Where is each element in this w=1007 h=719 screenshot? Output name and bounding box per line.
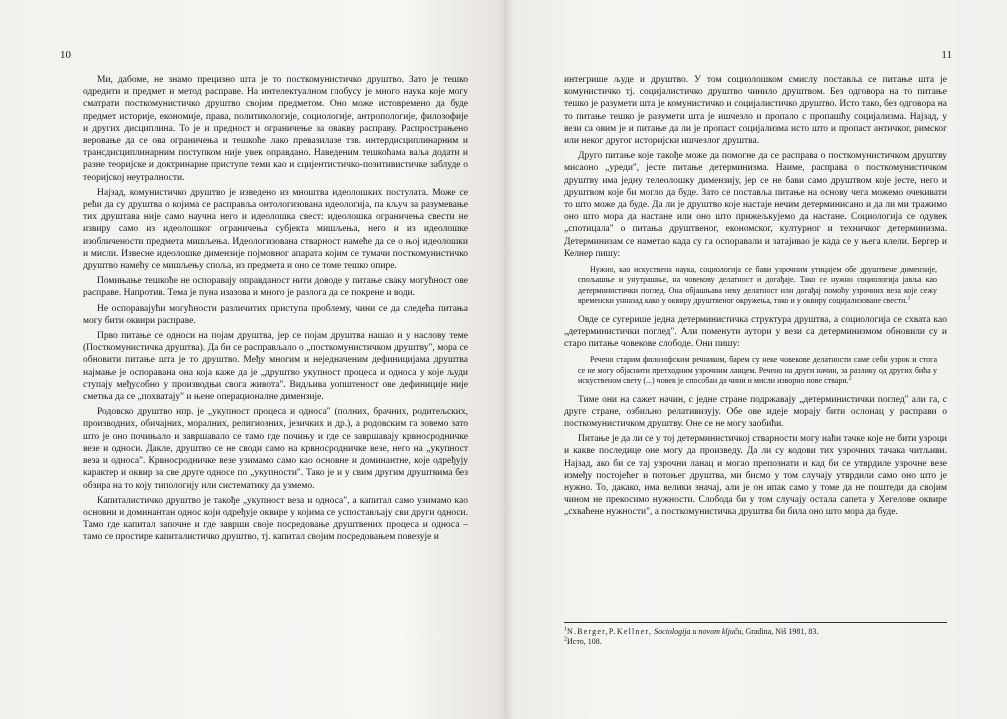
- quote-text: Нужно, као искуствена наука, социологија се бави узрочним утицајем обе друштвене димензије, спољашње и унутрашње, на човекову делатност и догађаје. Тако се нужно социологија јавља као детерминистички поглед. Она објашњава неку делатност или догађај помоћу узрочних веза које сежу временски унназад како у оквиру друштвеног окружења, тако и у оквиру социјализоване свести.$^1$: [578, 265, 937, 306]
- paragraph: Ми, дабоме, не знамо прецизно шта је то посткомунистичко друштво. Зато је тешко одредити и предмет и метод расправе. На интелектуалном глобусу је много наука које могу сматрати посткомунистичко друштво својим предметом. Оно може истовремено да буде предмет историје, економије, права, политикологије, социологије, антропологије, филозофије и других дисциплина. То је и предност и ограничење за овакву расправу. Распрострањено веровање да се ова ограничења и тешкоће лако превазилазе тзв. интердисциплинарним и трансдисциплинарним поступком није увек оправдано. Наведеним тешкоћама ваља додати и разне теоријске и доктринарне приступе теми као и сцијентистичко-позитивистичке заблуде о теоријској неутралности.: [83, 75, 468, 183]
- paragraph: Не оспоравајући могућности различитих приступа проблему, чини се да следећа питања могу бити оквири расправе.: [83, 303, 468, 326]
- footnote-ref: 1: [907, 295, 911, 302]
- footnote-ref: 2: [848, 375, 852, 382]
- paragraph: Питање је да ли се у тој детерминистичкој стварности могу наћи тачке које не бити узроци и какве последице оне могу да произведу. Да ли су кодови тих узрочних тачака читљиви. Најзад, ако би се тај узрочни ланац и могао препознати и кад би се утврдиле узрочне везе између постојећег и потоњег друштва, ми бисмо у том случају утврдили само оно што је нужно. То, дакако, има велики значај, али је он ипак само у томе да не поштеди да својим чином не прекосимо нужности. Слобода би у том случају остала сапета у Хегелове оквире „схваћене нужности", а посткомунистичка друштва би била оно што мора да буде.: [564, 434, 947, 518]
- footnotes: [564, 622, 947, 647]
- paragraph: Најзад, комунистичко друштво је изведено из мноштва идеолошких постулата. Може се рећи да су друштва о којима се расправља онтологизована идеологија, па кључ за разумевање тих друштава није само научна него и идеолошка свест: идеолошка ограничења свести не извиру само из идеолошког ограничења субјекта мишљења, него и из идеолошке изобличености предмета мишљења. Идеологизована стварност намеће да се о њој идеолошки и мисли. Извесне идеолошке димензије појмовног апарата којим се тумачи посткомунистичко друштво намећу се мишљењу споља, из предмета и оно се томе тешко опире.: [83, 187, 468, 272]
- page-number-right: 11: [941, 49, 952, 61]
- paragraph: Помињање тешкоће не оспоравају оправданост нити доводе у питање сваку могућност ове расправе. Напротив. Тема је пуна изазова и много је разлога да се покрене и води.: [83, 276, 468, 299]
- block-quote: [578, 355, 937, 386]
- paragraph: Прво питање се односи на појам друштва, јер се појам друштва нашао и у наслову теме (Посткомунистичка друштва). Да би се расправљало о „посткомунистичком друштву", мора се обновити питање шта је то друштво. Међу многим и неједначеним дефиницијама друштва најмање је оспоравана она која каже да је „друштво укупност процеса и односа у које људи ступају међусобно у производњи свога живота". Видљива уопштеност ове дефиниције није сметња да се „похватају" и њене операционалне димензије.: [83, 331, 468, 403]
- page-number-left: 10: [60, 49, 71, 61]
- paragraph: интегрише људе и друштво. У том социолошком смислу постављa се питање шта је комунистичко тј. социјалистичко друштво чинило друштвом. Без одговора на то питање тешко је разумети шта је комунистичко и социјалистичко друштво. Исто тако, без одговора на то питање тешко је разумети шта је ишчезло и пропало с пропашћу социјализма. Најзад, у вези са овим је и питање да ли је пропаст социјализма исто што и пропаст античког, римског или неког другог историјски ишчезлог друштва.: [564, 75, 947, 147]
- paragraph: Тиме они на сажет начин, с једне стране подржавају „детерминистички поглед" али га, с друге стране, озбиљно релативизују. Обе ове идеје морају бити ослонац у расправи о посткомунистичком друштву. Оне се не могу заобићи.: [564, 394, 947, 429]
- left-page-body: [83, 74, 468, 547]
- left-page: [0, 0, 503, 719]
- paragraph: Капиталистичко друштво је такође „укупност веза и односа", а капитал само узимамо као основни и доминантан однос који одређује оквире у којима се успостављају сви други односи. Тамо где капитал започне и где заврши своје посредовање друштвених процеса и односа – тамо се простире капиталистичко друштво, тј. капитал својим посредовањем повезује и: [83, 495, 468, 543]
- paragraph: Овде се сугерише једна детерминистичка структура друштва, а социологија се схвата као „детерминистички поглед". Али поменути аутори у вези са детерминизмом обновили су и старо питање човекове слободе. Они пишу:: [564, 314, 947, 350]
- quote-text: Речено старим филозофским речником, барем су неке човекове делатности саме себи узрок и стога се не могу објаснити претходним узрочним ланцем. Речено на други начин, за разлику од других бића у искуственом свету (...) човек је способан да чини и мисли изворно нове ствари.$^2$: [578, 355, 937, 386]
- block-quote: [578, 265, 937, 307]
- paragraph: Друго питање које такође може да помогне да се расправа о посткомунистичком друштву мисаоно „уреди", јесте питање детерминизма. Наиме, расправа о посткомунистичком друштву има једну телеолошку димензију, јер се не бави само друштвом које јесте, него и друштвом које би могло да буде. Зато се поставља питање на основу чега можемо очекивати то што може да буде. Да ли је друштво које настаје нечим детерминисано и да ли ми тражимо оно што мора да настане или оно што прижељкујемо да настане. Социологија се одувек „спотицала" о питања друштвеног, економског, културног и техничког детерминизма. Детерминизам се наметао када су га оспоравали и затајивао је када се у њега клели. Бергер и Келнер пишу:: [564, 151, 947, 259]
- right-page-body: [564, 74, 947, 522]
- right-page: [504, 0, 1007, 719]
- paragraph: Родовско друштво нпр. је „укупност процеса и односа" (полних, брачних, родитељских, производних, обичајних, моралних, религиозних, језичких и др.), а родовским га зовемо зато што је оно почињало и завршавало се тамо где почињу и где се завршавају крвносродничке везе и односи. Дакле, друштво се не своди само на крвносродничке везе, него на „укупност веза и односа". Крвносродничке везе узимамо само као основне и доминантне, које одређују карактер и оквир за све друге односе по „укупности". Тако је и у свим другим друштвима без обзира на то коју типологију или систематику да узмемо.: [83, 407, 468, 491]
- footnote-1: $^1$N.Berger,P.Kellner, Sociologija u novom ključu, Gradina, Niš 1981, 83.: [564, 626, 819, 636]
- footnote-2: $^2$Исто, 108.: [564, 636, 602, 646]
